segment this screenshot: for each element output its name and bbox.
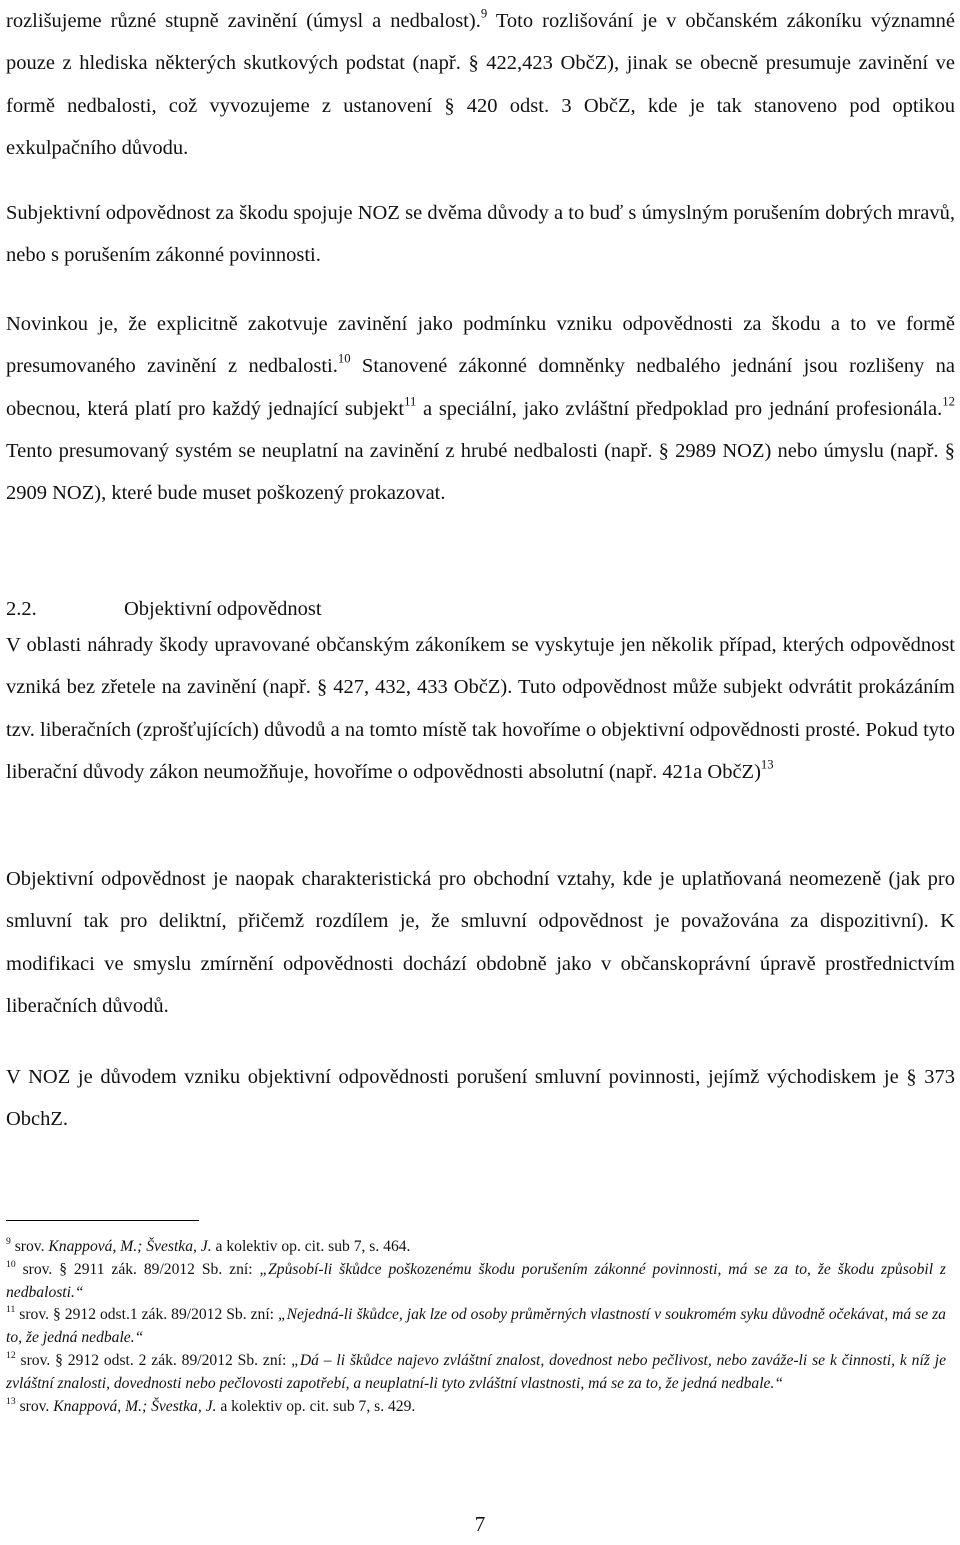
footnote-text: a kolektiv op. cit. sub 7, s. 429. (216, 1397, 416, 1415)
footnote-number: 11 (6, 1304, 16, 1316)
footnote-italic: Knappová, M.; Švestka, J. (53, 1397, 217, 1415)
footnote-ref-12[interactable]: 12 (942, 394, 955, 409)
footnote-12 (6, 1350, 946, 1396)
footnotes (6, 1236, 946, 1418)
footnote-10 (6, 1259, 946, 1305)
paragraph-text: Tento presumovaný systém se neuplatní na zavinění z hrubé nedbalosti (např. § 2989 NOZ) nebo úmyslu (např. § 2909 NOZ), které bude muset poškozený prokazovat. (6, 439, 955, 505)
footnote-text: srov. § 2911 zák. 89/2012 Sb. zní: (22, 1260, 260, 1278)
paragraph-text: V oblasti náhrady škody upravované občanským zákoníkem se vyskytuje jen několik případ, kterých odpovědnost vzniká bez zřetele na zavinění (např. § 427, 432, 433 ObčZ). Tuto odpovědnost může subjekt odvrátit prokázáním tzv. liberačních (zprošťujících) důvodů a na tomto místě tak hovoříme o objektivní odpovědnosti prosté. Pokud tyto liberační důvody zákon neumožňuje, hovoříme o odpovědnosti absolutní (např. 421a ObčZ) (6, 634, 955, 783)
footnote-13 (6, 1396, 946, 1419)
section-title: Objektivní odpovědnost (124, 598, 322, 620)
footnote-italic: „Dá – li škůdce najevo zvláštní znalost, dovednost nebo pečlivost, nebo zaváže-li se k činnosti, k níž je zvláštní znalosti, dovednosti nebo pečlovosti zapotřebí, a neuplatní-li tyto zvláštní vlastnosti, má se za to, že jedná nedbale.“ (6, 1351, 946, 1392)
footnote-number: 9 (6, 1235, 11, 1247)
paragraph-presumed-fault (6, 303, 955, 514)
footnote-ref-13[interactable]: 13 (760, 757, 774, 772)
footnote-11 (6, 1304, 946, 1350)
footnote-text: srov. § 2912 odst. 2 zák. 89/2012 Sb. zní: (20, 1351, 292, 1369)
page-number: 7 (474, 1512, 486, 1536)
paragraph-objective-commercial: Objektivní odpovědnost je naopak charakteristická pro obchodní vztahy, kde je uplatňovaná neomezeně (jak pro smluvní tak pro deliktní, přičemž rozdílem je, že smluvní odpovědnost je považována za dispozitivní). K modifikaci ve smyslu zmírnění odpovědnosti dochází obdobně jako v občanskoprávní úpravě prostřednictvím liberačních důvodů. (6, 868, 955, 1017)
paragraph-text: rozlišujeme různé stupně zavinění (úmysl a nedbalost). (6, 10, 481, 32)
paragraph-text: Novinkou je, že explicitně zakotvuje zavinění jako podmínku vzniku odpovědnosti za škodu a to ve formě presumovaného zavinění z nedbalosti. (6, 313, 955, 378)
paragraph-text: Toto rozlišování je v občanském zákoníku významné pouze z hlediska některých skutkových podstat (např. § 422,423 ObčZ), jinak se obecně presumuje zavinění ve formě nedbalosti, což vyvozujeme z ustanovení § 420 odst. 3 ObčZ, kde je tak stanoveno pod optikou exkulpačního důvodu. (6, 10, 956, 159)
footnote-text: srov. § 2912 odst.1 zák. 89/2012 Sb. zní: (19, 1306, 278, 1324)
footnote-ref-11[interactable]: 11 (404, 394, 417, 409)
footnote-text: srov. (14, 1238, 49, 1255)
footnote-text: a kolektiv op. cit. sub 7, s. 464. (211, 1238, 411, 1255)
footnote-9 (6, 1236, 946, 1259)
footnote-ref-10[interactable]: 10 (337, 351, 351, 366)
footnote-italic: „Nejedná-li škůdce, jak lze od osoby průměrných vlastností v soukromém syku důvodně očekávat, má se za to, že jedná nedbale.“ (6, 1306, 946, 1347)
footnote-number: 10 (6, 1258, 16, 1270)
paragraph-text: Stanovené zákonné domněnky nedbalého jednání jsou rozlišeny na obecnou, která platí pro každý jednající subjekt (6, 355, 955, 420)
paragraph-text: a speciální, jako zvláštní předpoklad pro jednání profesionála. (416, 397, 943, 420)
footnote-text: srov. (19, 1397, 54, 1415)
paragraph-fault-degrees (6, 0, 955, 169)
footnote-ref-9[interactable]: 9 (480, 6, 488, 21)
paragraph-objective-civil (6, 624, 955, 793)
footnote-italic: Knappová, M.; Švestka, J. (48, 1238, 212, 1255)
paragraph-noz-objective: V NOZ je důvodem vzniku objektivní odpovědnosti porušení smluvní povinnosti, jejímž východiskem je § 373 ObchZ. (6, 1066, 955, 1131)
section-number: 2.2. (6, 598, 37, 620)
footnote-number: 12 (6, 1349, 16, 1361)
footnote-number: 13 (6, 1395, 16, 1407)
paragraph-subjective-liability: Subjektivní odpovědnost za škodu spojuje NOZ se dvěma důvody a to buď s úmyslným porušením dobrých mravů, nebo s porušením zákonné povinnosti. (6, 202, 955, 267)
footnote-separator (6, 1220, 199, 1221)
footnote-italic: „Způsobí-li škůdce poškozenému škodu porušením zákonné povinnosti, má se za to, že škodu způsobil z nedbalosti.“ (6, 1260, 946, 1301)
